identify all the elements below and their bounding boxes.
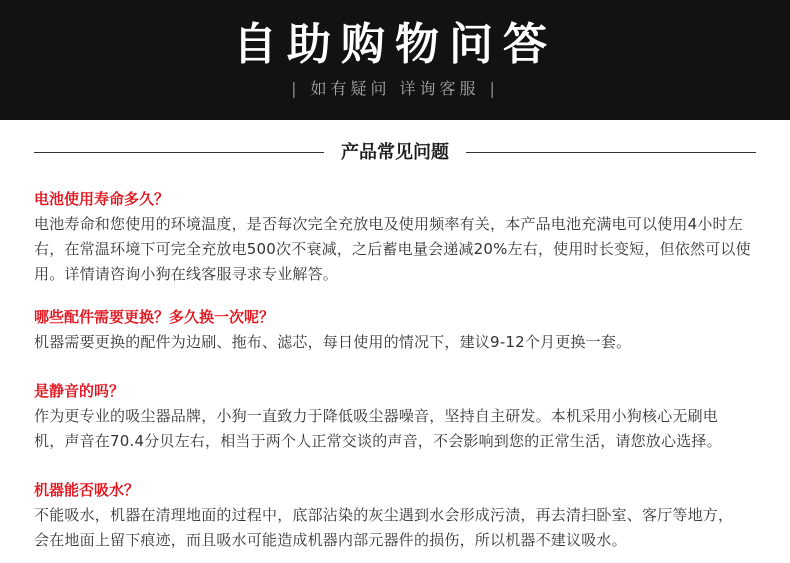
faq-question: 是静音的吗？ [34, 382, 125, 400]
banner-title: 自助购物问答 [233, 19, 557, 70]
subtitle-divider-left: | [291, 79, 301, 98]
faq-answer: 机器需要更换的配件为边刷、拖布、滤芯，每日使用的情况下，建议9-12个月更换一套。 [34, 333, 632, 351]
subtitle-divider-right: | [489, 79, 499, 98]
heading-rule-left [34, 152, 324, 153]
faq-answer: 不能吸水，机器在清理地面的过程中，底部沾染的灰尘遇到水会形成污渍，再去清扫卧室、客厅等地方， 会在地面上留下痕迹，而且吸水可能造成机器内部元器件的损伤，所以机器不建议吸水。 [34, 506, 734, 549]
faq-question: 机器能否吸水？ [34, 481, 140, 499]
subtitle-text: 如有疑问 详询客服 [310, 79, 480, 98]
faq-item-parts [34, 306, 756, 355]
banner-subtitle [0, 78, 790, 100]
faq-question: 哪些配件需要更换？多久换一次呢？ [34, 308, 275, 326]
faq-answer: 电池寿命和您使用的环境温度，是否每次完全充放电及使用频率有关，本产品电池充满电可以使用4小时左 右，在常温环境下可完全充放电500次不衰减，之后蓄电量会递减20%左右，使用时长变短，但依然可以使 用。详情请咨询小狗在线客服寻求专业解答。 [34, 215, 751, 283]
faq-item-battery [34, 188, 756, 287]
faq-question: 电池使用寿命多久？ [34, 190, 170, 208]
faq-answer: 作为更专业的吸尘器品牌，小狗一直致力于降低吸尘器噪音，坚持自主研发。本机采用小狗核心无刷电 机，声音在70.4分贝左右，相当于两个人正常交谈的声音，不会影响到您的正常生活，请您放心选择。 [34, 407, 722, 450]
section-title: 产品常见问题 [341, 142, 449, 163]
faq-item-noise [34, 380, 756, 454]
section-heading [34, 140, 756, 166]
heading-rule-right [466, 152, 756, 153]
header-banner [0, 0, 790, 120]
faq-item-water [34, 479, 756, 553]
